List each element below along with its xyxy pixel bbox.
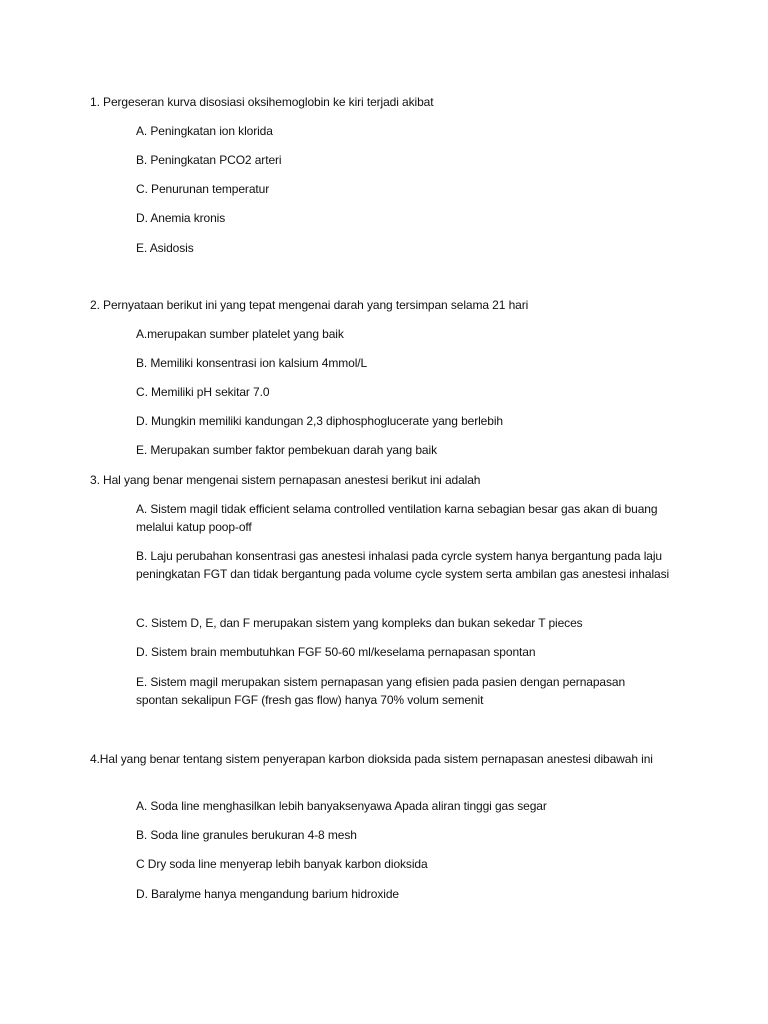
- question-1-option-d: D. Anemia kronis: [136, 211, 226, 225]
- question-3-text: 3. Hal yang benar mengenai sistem pernapasan anestesi berikut ini adalah: [90, 473, 481, 487]
- question-4-option-a: A. Soda line menghasilkan lebih banyaksenyawa Apada aliran tinggi gas segar: [136, 799, 547, 813]
- question-3-option-b: B. Laju perubahan konsentrasi gas anestesi inhalasi pada cyrcle system hanya bergantung pada laju peningkatan FGT dan tidak bergantung pada volume cycle system serta ambilan gas anestesi inhalasi: [136, 549, 670, 581]
- question-2-option-c: C. Memiliki pH sekitar 7.0: [136, 385, 270, 399]
- question-1-option-c: C. Penurunan temperatur: [136, 182, 270, 196]
- question-4-option-d: D. Baralyme hanya mengandung barium hidroxide: [136, 887, 399, 901]
- question-3-option-d: D. Sistem brain membutuhkan FGF 50-60 ml/keselama pernapasan spontan: [136, 645, 536, 659]
- question-1-option-e: E. Asidosis: [136, 241, 194, 255]
- question-2-option-d: D. Mungkin memiliki kandungan 2,3 diphosphoglucerate yang berlebih: [136, 414, 503, 428]
- question-4-option-b: B. Soda line granules berukuran 4-8 mesh: [136, 828, 357, 842]
- question-2-option-e: E. Merupakan sumber faktor pembekuan darah yang baik: [136, 443, 437, 457]
- question-2-option-a: A.merupakan sumber platelet yang baik: [136, 327, 344, 341]
- question-2-option-b: B. Memiliki konsentrasi ion kalsium 4mmol/L: [136, 356, 368, 370]
- question-4-text: 4.Hal yang benar tentang sistem penyerapan karbon dioksida pada sistem pernapasan anestesi dibawah ini: [90, 752, 653, 766]
- question-1-option-b: B. Peningkatan PCO2 arteri: [136, 153, 282, 167]
- question-3-option-e: E. Sistem magil merupakan sistem pernapasan yang efisien pada pasien dengan pernapasan spontan sekalipun FGF (fresh gas flow) hanya 70% volum semenit: [136, 675, 626, 707]
- question-4-option-c: C Dry soda line menyerap lebih banyak karbon dioksida: [136, 857, 428, 871]
- question-1-text: 1. Pergeseran kurva disosiasi oksihemoglobin ke kiri terjadi akibat: [90, 95, 434, 109]
- question-1-option-a: A. Peningkatan ion klorida: [136, 124, 273, 138]
- question-3-option-c: C. Sistem D, E, dan F merupakan sistem yang kompleks dan bukan sekedar T pieces: [136, 616, 583, 630]
- question-3-option-a: A. Sistem magil tidak efficient selama controlled ventilation karna sebagian besar gas akan di buang melalui katup poop-off: [136, 502, 658, 534]
- question-2-text: 2. Pernyataan berikut ini yang tepat mengenai darah yang tersimpan selama 21 hari: [90, 298, 529, 312]
